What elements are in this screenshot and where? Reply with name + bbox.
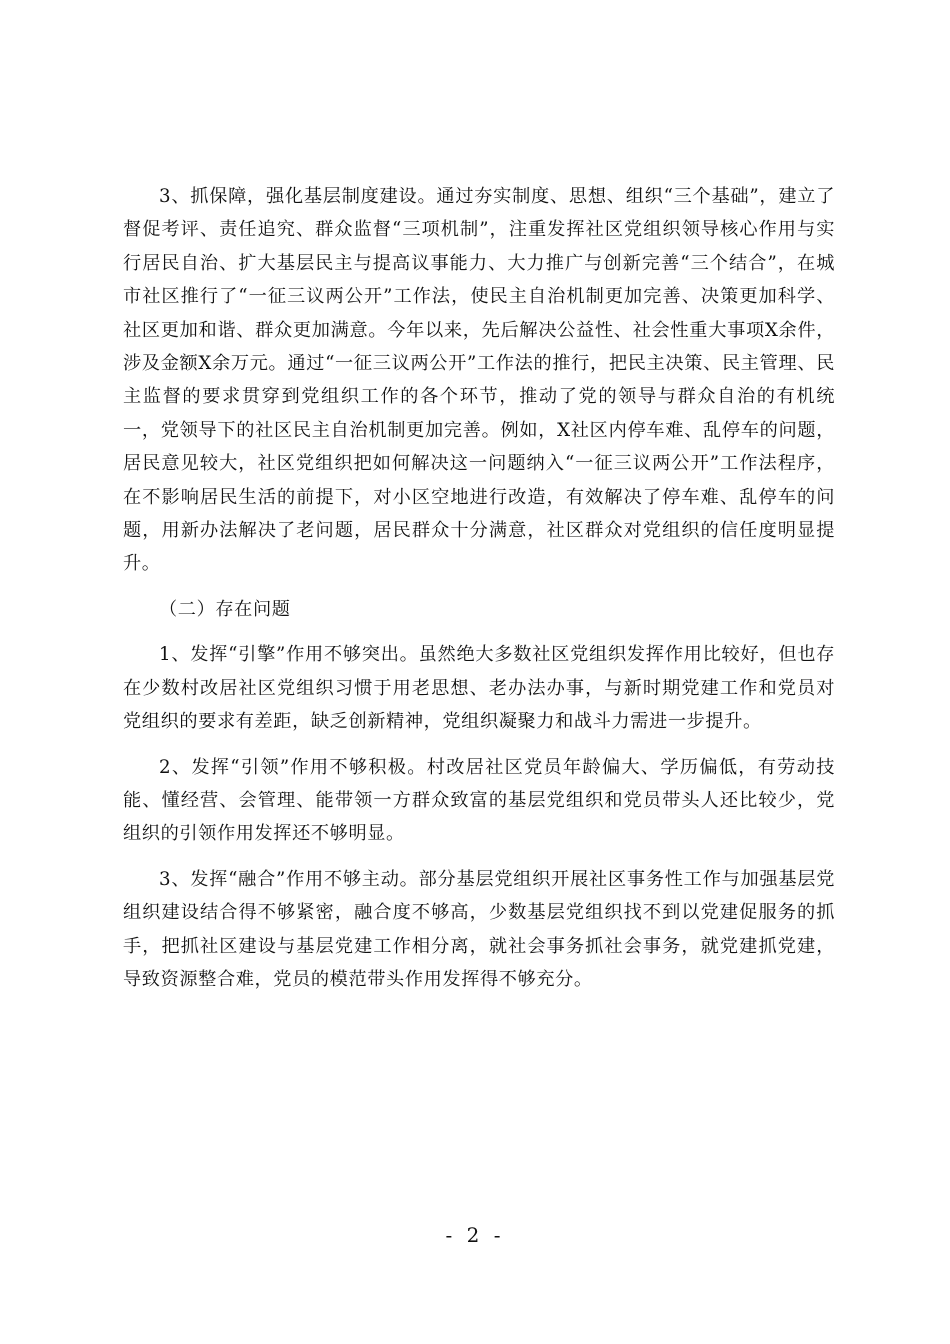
page-number: - 2 - [445,1223,505,1247]
paragraph-integration-role: 3、发挥“融合”作用不够主动。部分基层党组织开展社区事务性工作与加强基层党组织建设结合得不够紧密，融合度不够高，少数基层党组织找不到以党建促服务的抓手，把抓社区建设与基层党建工作相分离，就社会事务抓社会事务，就党建抓党建，导致资源整合难，党员的模范带头作用发挥得不够充分。 [123,868,835,990]
paragraph-engine-role: 1、发挥“引擎”作用不够突出。虽然绝大多数社区党组织发挥作用比较好，但也存在少数村改居社区党组织习惯于用老思想、老办法办事，与新时期党建工作和党员对党组织的要求有差距，缺乏创新精神，党组织凝聚力和战斗力需进一步提升。 [123,644,835,733]
section-heading-existing-problems: （二）存在问题 [159,598,291,620]
paragraph-leading-role: 2、发挥“引领”作用不够积极。村改居社区党员年龄偏大、学历偏低，有劳动技能、懂经营、会管理、能带领一方群众致富的基层党组织和党员带头人还比较少，党组织的引领作用发挥还不够明显。 [123,756,835,845]
paragraph-institution-building: 3、抓保障，强化基层制度建设。通过夯实制度、思想、组织“三个基础”，建立了督促考评、责任追究、群众监督“三项机制”，注重发挥社区党组织领导核心作用与实行居民自治、扩大基层民主与提高议事能力、大力推广与创新完善“三个结合”，在城市社区推行了“一征三议两公开”工作法，使民主自治机制更加完善、决策更加科学、社区更加和谐、群众更加满意。今年以来，先后解决公益性、社会性重大事项X余件，涉及金额X余万元。通过“一征三议两公开”工作法的推行，把民主决策、民主管理、民主监督的要求贯穿到党组织工作的各个环节，推动了党的领导与群众自治的有机统一，党领导下的社区民主自治机制更加完善。例如，X社区内停车难、乱停车的问题，居民意见较大，社区党组织把如何解决这一问题纳入“一征三议两公开”工作法程序，在不影响居民生活的前提下，对小区空地进行改造，有效解决了停车难、乱停车的问题，用新办法解决了老问题，居民群众十分满意，社区群众对党组织的信任度明显提升。 [123,186,835,575]
document-body [123,180,835,1008]
